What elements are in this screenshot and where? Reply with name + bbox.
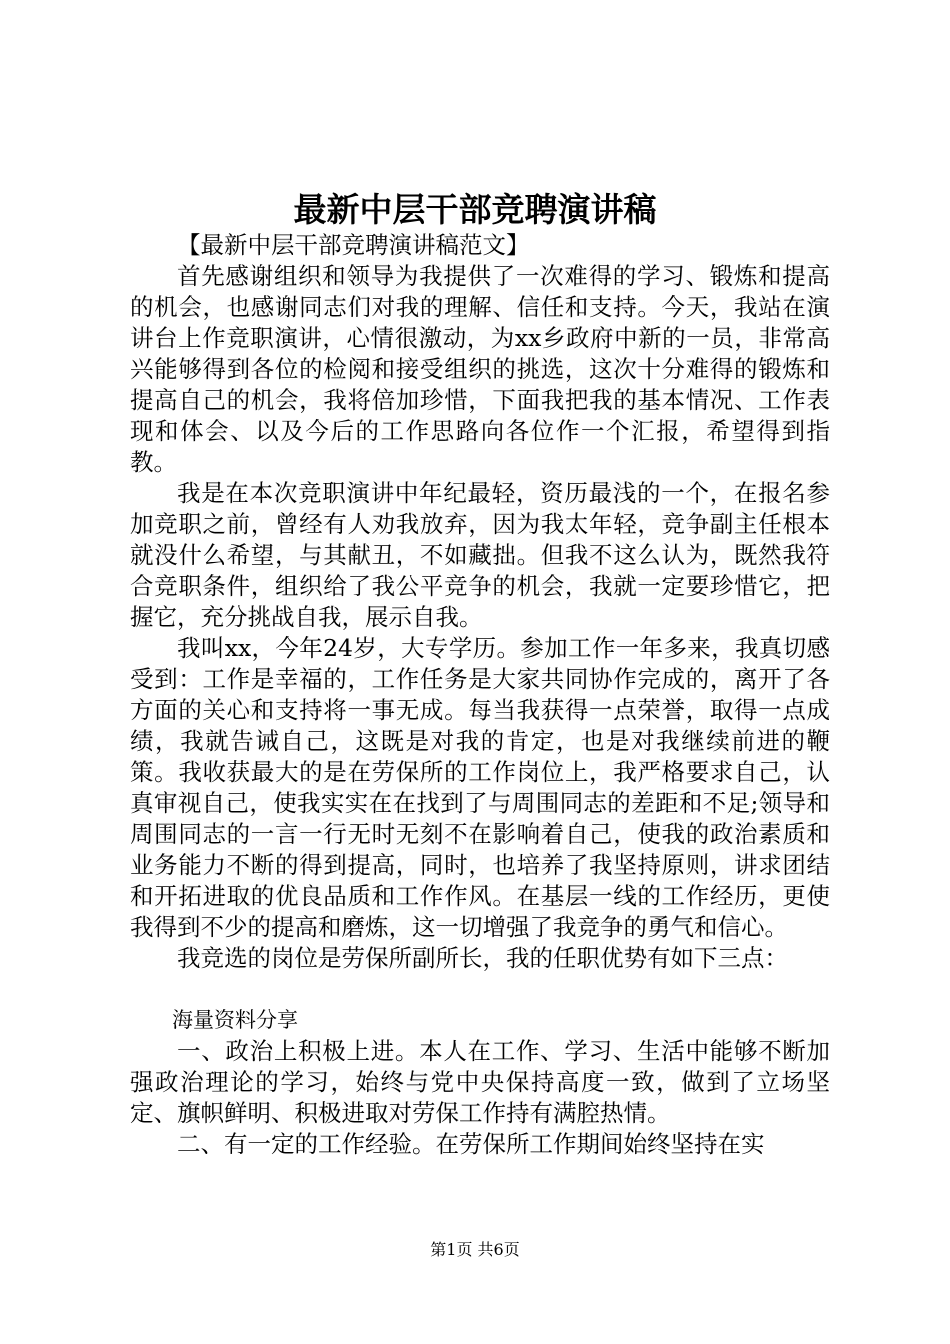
document-body <box>130 230 830 1160</box>
document-title: 最新中层干部竞聘演讲稿 <box>293 190 657 229</box>
paragraph-heading: 【最新中层干部竞聘演讲稿范文】 <box>177 231 530 259</box>
page-footer: 第1页 共6页 <box>430 1240 520 1259</box>
share-note: 海量资料分享 <box>172 1008 298 1032</box>
paragraph: 一、政治上积极上进。本人在工作、学习、生活中能够不断加强政治理论的学习，始终与党中央保持高度一致，做到了立场坚定、旗帜鲜明、积极进取对劳保工作持有满腔热情。 <box>130 1037 830 1127</box>
paragraph: 二、有一定的工作经验。在劳保所工作期间始终坚持在实 <box>177 1130 765 1158</box>
paragraph: 首先感谢组织和领导为我提供了一次难得的学习、锻炼和提高的机会，也感谢同志们对我的理解、信任和支持。今天，我站在演讲台上作竞职演讲，心情很激动，为xx乡政府中新的一员，非常高兴能够得到各位的检阅和接受组织的挑选，这次十分难得的锻炼和提高自己的机会，我将倍加珍惜，下面我把我的基本情况、工作表现和体会、以及今后的工作思路向各位作一个汇报，希望得到指教。 <box>130 262 830 476</box>
paragraph: 我是在本次竞职演讲中年纪最轻，资历最浅的一个，在报名参加竞职之前，曾经有人劝我放弃，因为我太年轻，竞争副主任根本就没什么希望，与其献丑，不如藏拙。但我不这么认为，既然我符合竞职条件，组织给了我公平竞争的机会，我就一定要珍惜它，把握它，充分挑战自我，展示自我。 <box>130 479 830 631</box>
paragraph: 我竞选的岗位是劳保所副所长，我的任职优势有如下三点： <box>177 944 788 972</box>
paragraph: 我叫xx，今年24岁，大专学历。参加工作一年多来，我真切感受到：工作是幸福的，工作任务是大家共同协作完成的，离开了各方面的关心和支持将一事无成。每当我获得一点荣誉，取得一点成绩，我就告诫自己，这既是对我的肯定，也是对我继续前进的鞭策。我收获最大的是在劳保所的工作岗位上，我严格要求自己，认真审视自己，使我实实在在找到了与周围同志的差距和不足;领导和周围同志的一言一行无时无刻不在影响着自己，使我的政治素质和业务能力不断的得到提高，同时，也培养了我坚持原则，讲求团结和开拓进取的优良品质和工作作风。在基层一线的工作经历，更使我得到不少的提高和磨炼，这一切增强了我竞争的勇气和信心。 <box>130 634 830 941</box>
